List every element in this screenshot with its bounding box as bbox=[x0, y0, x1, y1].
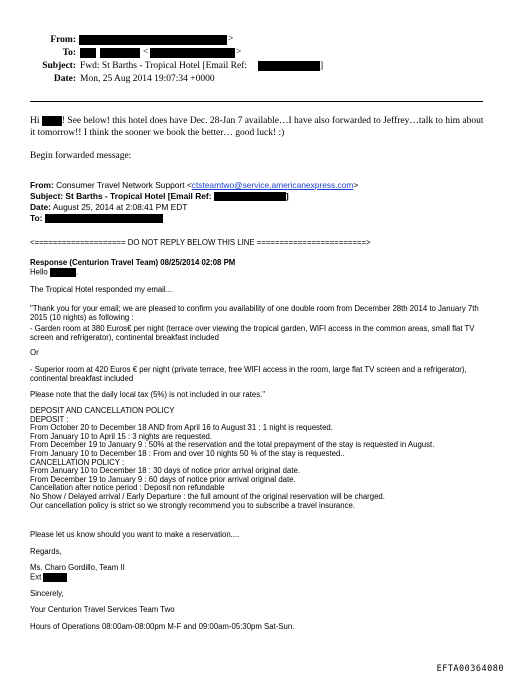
fw-from-row bbox=[30, 181, 490, 191]
fw-to-label: To: bbox=[30, 213, 43, 223]
date-value: Mon, 25 Aug 2014 19:07:34 +0000 bbox=[80, 74, 215, 84]
quote-paragraph: "Thank you for your email; we are pleased to confirm you availability of one double room from December 28th 2014 to January 7th 2015 (10 nights) as following : bbox=[30, 304, 479, 322]
bates-stamp: EFTA00364080 bbox=[436, 664, 504, 674]
ext-label: Ext bbox=[30, 572, 42, 582]
to-lt: < bbox=[143, 47, 149, 57]
hello-line: Hello . bbox=[30, 267, 79, 277]
hello-redaction bbox=[50, 268, 76, 277]
ext-line bbox=[30, 573, 492, 582]
policy-line: From January 10 to December 18 : 30 days of notice prior arrival original date. bbox=[30, 466, 300, 476]
fw-to-row bbox=[30, 214, 490, 224]
intro-text: ! See below! this hotel does have Dec. 28-Jan 7 available…I have also forwarded to Jeffrey…talk to him about it tomorrow!! I think the sooner we book the better… good luck! :) bbox=[30, 116, 484, 138]
ext-redaction bbox=[43, 573, 67, 582]
to-redaction-1 bbox=[80, 48, 96, 58]
sincerely-line: Sincerely, bbox=[30, 589, 64, 598]
no-reply-divider: <==================== DO NOT REPLY BELOW THIS LINE ========================> bbox=[30, 238, 371, 247]
intro-message bbox=[30, 116, 490, 139]
policy-line: From December 19 to January 9 : 60 days of notice prior arrival original date. bbox=[30, 474, 296, 484]
subject-redaction bbox=[258, 61, 320, 71]
policy-line: CANCELLATION POLICY : bbox=[30, 457, 125, 467]
fw-subject-end: ] bbox=[285, 191, 289, 201]
policy-block bbox=[30, 407, 492, 510]
to-redaction-3 bbox=[150, 48, 235, 58]
date-label: Date: bbox=[53, 74, 76, 84]
responded-line: The Tropical Hotel responded my email... bbox=[30, 285, 173, 294]
fw-subject-value: St Barths - Tropical Hotel [Email Ref: bbox=[65, 191, 212, 201]
policy-line: DEPOSIT AND CANCELLATION POLICY bbox=[30, 406, 175, 415]
fw-date-value: August 25, 2014 at 2:08:41 PM EDT bbox=[52, 202, 188, 212]
fw-date-label: Date: bbox=[30, 202, 51, 212]
from-redaction bbox=[79, 35, 227, 45]
tax-note: Please note that the daily local tax (5%) is not included in our rates." bbox=[30, 390, 266, 399]
header-divider bbox=[30, 101, 483, 102]
fw-from-end: > bbox=[353, 180, 359, 190]
policy-line: From January 10 to April 15 : 3 nights are requested. bbox=[30, 431, 213, 441]
subject-label: Subject: bbox=[42, 61, 76, 71]
signature-block bbox=[30, 564, 492, 582]
fw-from-value: Consumer Travel Network Support < bbox=[56, 180, 192, 190]
fw-from-label: From: bbox=[30, 180, 54, 190]
policy-line: From December 19 to January 9 : 50% at the reservation and the total prepayment of the stay is requested in August. bbox=[30, 440, 435, 450]
begin-forwarded: Begin forwarded message: bbox=[30, 151, 132, 161]
from-gt: > bbox=[228, 34, 234, 44]
policy-line: Cancellation after notice period : Deposit non refundable bbox=[30, 483, 225, 493]
hours-line: Hours of Operations 08:00am-08:00pm M-F and 09:00am-05:30pm Sat-Sun. bbox=[30, 622, 295, 631]
hello-text: Hello bbox=[30, 267, 48, 277]
policy-line: Our cancellation policy is strict so we strongly recommend you to subscribe a travel insurance. bbox=[30, 500, 356, 510]
response-line: Response (Centurion Travel Team) 08/25/2014 02:08 PM bbox=[30, 258, 236, 267]
subject-end: ] bbox=[320, 61, 324, 71]
fw-date-row bbox=[30, 203, 490, 213]
response-block bbox=[30, 259, 492, 277]
or-line: Or bbox=[30, 348, 39, 357]
garden-room: - Garden room at 380 Euros€ per night (terrace over viewing the tropical garden, WIFI access in the common areas, small flat TV screen and refrigerator), continental breakfast included bbox=[30, 324, 475, 342]
fw-to-redaction bbox=[45, 214, 163, 223]
policy-line: DEPOSIT : bbox=[30, 414, 69, 424]
team-line: Your Centurion Travel Services Team Two bbox=[30, 605, 175, 614]
intro-hi: Hi bbox=[30, 116, 40, 127]
fw-from-email[interactable]: ctsteamtwo@service.americanexpress.com bbox=[191, 180, 354, 190]
fw-subject-redaction bbox=[214, 192, 286, 201]
to-redaction-2 bbox=[100, 48, 140, 58]
signer-name: Ms. Charo Gordillo, Team II bbox=[30, 563, 125, 572]
from-label: From: bbox=[50, 35, 76, 45]
please-let-line: Please let us know should you want to make a reservation.... bbox=[30, 530, 240, 539]
recipient-redaction bbox=[42, 116, 62, 126]
to-label: To: bbox=[62, 48, 76, 58]
policy-line: From January 10 to December 18 : From and over 10 nights 50 % of the stay is requested.. bbox=[30, 448, 345, 458]
policy-line: From October 20 to December 18 AND from April 16 to August 31 : 1 night is requested. bbox=[30, 423, 333, 433]
fw-subject-row bbox=[30, 192, 490, 202]
regards-line: Regards, bbox=[30, 547, 62, 556]
policy-line: No Show / Delayed arrival / Early Departure : the full amount of the original reservation will be charged. bbox=[30, 491, 385, 501]
fw-subject-label: Subject: bbox=[30, 191, 64, 201]
to-gt: > bbox=[236, 47, 242, 57]
subject-value: Fwd: St Barths - Tropical Hotel [Email Ref: bbox=[80, 61, 248, 71]
superior-room: - Superior room at 420 Euros € per night (private terrace, free WIFI access in the room, large flat TV screen and a refrigerator), continental breakfast included bbox=[30, 365, 467, 383]
